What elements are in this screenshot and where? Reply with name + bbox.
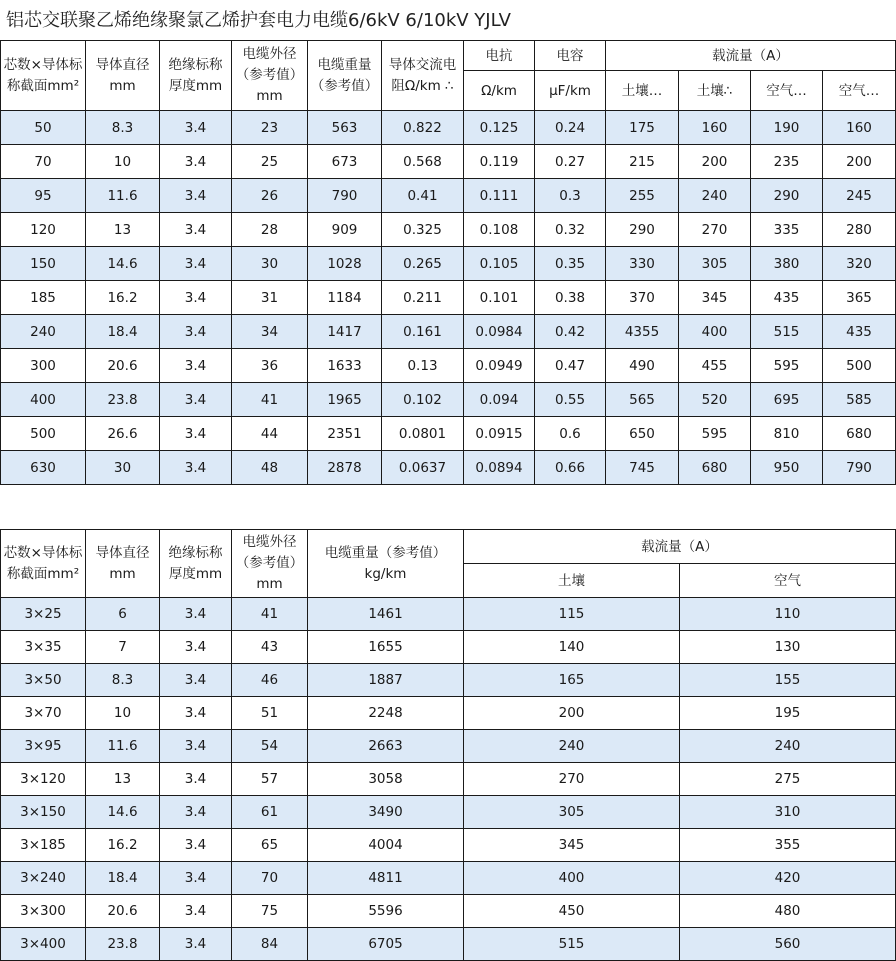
table-cell: 0.211 xyxy=(382,281,464,315)
table-gap xyxy=(0,485,896,529)
table-cell: 2351 xyxy=(308,417,382,451)
table-row xyxy=(1,730,896,763)
table-cell: 335 xyxy=(751,213,823,247)
header-conductor-diameter: 导体直径mm xyxy=(86,41,160,111)
table-cell: 680 xyxy=(679,451,751,485)
table-cell: 25 xyxy=(232,145,308,179)
table-body xyxy=(1,598,896,961)
table-cell: 300 xyxy=(1,349,86,383)
table-cell: 560 xyxy=(680,928,896,961)
table-cell: 0.102 xyxy=(382,383,464,417)
header-ampacity-air-1: 空气… xyxy=(751,71,823,111)
table-cell: 0.42 xyxy=(535,315,606,349)
table-cell: 3.4 xyxy=(160,631,232,664)
table-row xyxy=(1,213,896,247)
table-cell: 790 xyxy=(823,451,896,485)
table-cell: 3×400 xyxy=(1,928,86,961)
table-cell: 0.0637 xyxy=(382,451,464,485)
table-row xyxy=(1,383,896,417)
table-cell: 3058 xyxy=(308,763,464,796)
table-row xyxy=(1,664,896,697)
table-cell: 3×120 xyxy=(1,763,86,796)
table-cell: 435 xyxy=(751,281,823,315)
table-cell: 3×300 xyxy=(1,895,86,928)
cable-spec-table-three-core xyxy=(0,529,896,961)
header-outer-diameter: 电缆外径（参考值）mm xyxy=(232,41,308,111)
table-cell: 41 xyxy=(232,598,308,631)
table-row xyxy=(1,451,896,485)
table-cell: 10 xyxy=(86,697,160,730)
table-cell: 26.6 xyxy=(86,417,160,451)
table-cell: 3.4 xyxy=(160,730,232,763)
table-cell: 0.105 xyxy=(464,247,535,281)
table-row xyxy=(1,598,896,631)
table-cell: 3.4 xyxy=(160,598,232,631)
table-cell: 1655 xyxy=(308,631,464,664)
header-ampacity-soil-2: 土壤∴ xyxy=(679,71,751,111)
table-row xyxy=(1,928,896,961)
table-cell: 3.4 xyxy=(160,895,232,928)
table-cell: 0.0984 xyxy=(464,315,535,349)
table-cell: 0.111 xyxy=(464,179,535,213)
table-cell: 3×35 xyxy=(1,631,86,664)
table-cell: 2878 xyxy=(308,451,382,485)
table-cell: 31 xyxy=(232,281,308,315)
table-cell: 595 xyxy=(679,417,751,451)
table-cell: 310 xyxy=(680,796,896,829)
table-cell: 490 xyxy=(606,349,679,383)
table-cell: 10 xyxy=(86,145,160,179)
table-cell: 585 xyxy=(823,383,896,417)
table-cell: 3490 xyxy=(308,796,464,829)
table-cell: 165 xyxy=(464,664,680,697)
table-cell: 7 xyxy=(86,631,160,664)
table-cell: 200 xyxy=(823,145,896,179)
table-cell: 745 xyxy=(606,451,679,485)
table-cell: 16.2 xyxy=(86,281,160,315)
table-cell: 185 xyxy=(1,281,86,315)
table-cell: 18.4 xyxy=(86,862,160,895)
table-cell: 355 xyxy=(680,829,896,862)
table-cell: 4355 xyxy=(606,315,679,349)
table-cell: 0.38 xyxy=(535,281,606,315)
header-ampacity: 载流量（A） xyxy=(464,530,896,564)
header-section: 芯数×导体标称截面mm² xyxy=(1,41,86,111)
table-cell: 51 xyxy=(232,697,308,730)
header-insulation-thickness: 绝缘标称厚度mm xyxy=(160,41,232,111)
table-cell: 20.6 xyxy=(86,349,160,383)
table-row xyxy=(1,281,896,315)
table-cell: 0.0801 xyxy=(382,417,464,451)
table-cell: 3.4 xyxy=(160,179,232,213)
table-cell: 3.4 xyxy=(160,247,232,281)
table-cell: 20.6 xyxy=(86,895,160,928)
table-row xyxy=(1,862,896,895)
table-row xyxy=(1,697,896,730)
table-cell: 0.568 xyxy=(382,145,464,179)
header-ampacity-air: 空气 xyxy=(680,564,896,598)
table-row xyxy=(1,763,896,796)
header-cable-weight: 电缆重量（参考值） xyxy=(308,41,382,111)
table-cell: 140 xyxy=(464,631,680,664)
table-row xyxy=(1,315,896,349)
table-cell: 0.32 xyxy=(535,213,606,247)
table-cell: 0.101 xyxy=(464,281,535,315)
table-cell: 595 xyxy=(751,349,823,383)
table-cell: 43 xyxy=(232,631,308,664)
table-cell: 1461 xyxy=(308,598,464,631)
table-cell: 3×25 xyxy=(1,598,86,631)
table-cell: 70 xyxy=(232,862,308,895)
table-cell: 0.108 xyxy=(464,213,535,247)
table-cell: 235 xyxy=(751,145,823,179)
header-ac-resistance: 导体交流电阻Ω/km ∴ xyxy=(382,41,464,111)
table-cell: 2663 xyxy=(308,730,464,763)
table-cell: 320 xyxy=(823,247,896,281)
table-cell: 5596 xyxy=(308,895,464,928)
table-cell: 1417 xyxy=(308,315,382,349)
table-cell: 3×50 xyxy=(1,664,86,697)
table-row xyxy=(1,895,896,928)
table-cell: 195 xyxy=(680,697,896,730)
header-section: 芯数×导体标称截面mm² xyxy=(1,530,86,598)
table-cell: 160 xyxy=(823,111,896,145)
header-reactance-unit: Ω/km xyxy=(464,71,535,111)
table-cell: 54 xyxy=(232,730,308,763)
table-cell: 8.3 xyxy=(86,664,160,697)
page-title: 铝芯交联聚乙烯绝缘聚氯乙烯护套电力电缆6/6kV 6/10kV YJLV xyxy=(6,10,511,31)
table-cell: 3.4 xyxy=(160,383,232,417)
table-cell: 0.41 xyxy=(382,179,464,213)
table-cell: 3.4 xyxy=(160,213,232,247)
table-cell: 3.4 xyxy=(160,796,232,829)
table-cell: 515 xyxy=(464,928,680,961)
table-cell: 790 xyxy=(308,179,382,213)
table-cell: 30 xyxy=(86,451,160,485)
table-cell: 3×70 xyxy=(1,697,86,730)
table-row xyxy=(1,796,896,829)
table-cell: 3.4 xyxy=(160,664,232,697)
table-cell: 450 xyxy=(464,895,680,928)
table-cell: 215 xyxy=(606,145,679,179)
table-cell: 290 xyxy=(606,213,679,247)
table-cell: 1965 xyxy=(308,383,382,417)
table-cell: 120 xyxy=(1,213,86,247)
table-cell: 0.0949 xyxy=(464,349,535,383)
table-cell: 13 xyxy=(86,763,160,796)
table-cell: 14.6 xyxy=(86,796,160,829)
table-cell: 330 xyxy=(606,247,679,281)
table-cell: 1887 xyxy=(308,664,464,697)
table-cell: 155 xyxy=(680,664,896,697)
table-cell: 3.4 xyxy=(160,349,232,383)
table-cell: 34 xyxy=(232,315,308,349)
table-cell: 6 xyxy=(86,598,160,631)
table-cell: 380 xyxy=(751,247,823,281)
table-cell: 280 xyxy=(823,213,896,247)
table-cell: 270 xyxy=(464,763,680,796)
table-row xyxy=(1,349,896,383)
header-ampacity: 载流量（A） xyxy=(606,41,896,71)
header-ampacity-air-2: 空气… xyxy=(823,71,896,111)
table-cell: 400 xyxy=(464,862,680,895)
header-ampacity-soil-1: 土壤… xyxy=(606,71,679,111)
table-row xyxy=(1,247,896,281)
table-cell: 50 xyxy=(1,111,86,145)
table-cell: 345 xyxy=(679,281,751,315)
table-cell: 4004 xyxy=(308,829,464,862)
table-cell: 0.0894 xyxy=(464,451,535,485)
table-cell: 3×150 xyxy=(1,796,86,829)
table-cell: 3×95 xyxy=(1,730,86,763)
table-cell: 0.35 xyxy=(535,247,606,281)
table-row xyxy=(1,631,896,664)
table-cell: 95 xyxy=(1,179,86,213)
table-cell: 1028 xyxy=(308,247,382,281)
table-cell: 240 xyxy=(1,315,86,349)
table-cell: 3.4 xyxy=(160,315,232,349)
table-row xyxy=(1,179,896,213)
table-cell: 255 xyxy=(606,179,679,213)
table-cell: 13 xyxy=(86,213,160,247)
table-cell: 500 xyxy=(1,417,86,451)
table-cell: 290 xyxy=(751,179,823,213)
header-cable-weight: 电缆重量（参考值）kg/km xyxy=(308,530,464,598)
table-cell: 23 xyxy=(232,111,308,145)
header-ampacity-soil: 土壤 xyxy=(464,564,680,598)
table-cell: 0.55 xyxy=(535,383,606,417)
table-cell: 3.4 xyxy=(160,145,232,179)
table-cell: 563 xyxy=(308,111,382,145)
table-cell: 2248 xyxy=(308,697,464,730)
table-cell: 3.4 xyxy=(160,281,232,315)
table-cell: 0.119 xyxy=(464,145,535,179)
table-cell: 0.161 xyxy=(382,315,464,349)
table-cell: 345 xyxy=(464,829,680,862)
table-cell: 0.125 xyxy=(464,111,535,145)
table-cell: 0.66 xyxy=(535,451,606,485)
table-cell: 810 xyxy=(751,417,823,451)
table-cell: 115 xyxy=(464,598,680,631)
table-cell: 0.822 xyxy=(382,111,464,145)
header-capacitance: 电容 xyxy=(535,41,606,71)
table-cell: 3×185 xyxy=(1,829,86,862)
table-cell: 520 xyxy=(679,383,751,417)
table-cell: 11.6 xyxy=(86,730,160,763)
table-cell: 370 xyxy=(606,281,679,315)
table-cell: 909 xyxy=(308,213,382,247)
table-cell: 200 xyxy=(464,697,680,730)
cable-spec-table-single-core xyxy=(0,40,896,485)
table-cell: 18.4 xyxy=(86,315,160,349)
table-cell: 23.8 xyxy=(86,383,160,417)
table-cell: 1633 xyxy=(308,349,382,383)
table-cell: 190 xyxy=(751,111,823,145)
table-cell: 630 xyxy=(1,451,86,485)
table-cell: 75 xyxy=(232,895,308,928)
table-cell: 270 xyxy=(679,213,751,247)
table-cell: 130 xyxy=(680,631,896,664)
table-cell: 673 xyxy=(308,145,382,179)
table-cell: 400 xyxy=(1,383,86,417)
table-cell: 16.2 xyxy=(86,829,160,862)
table-cell: 28 xyxy=(232,213,308,247)
table-cell: 36 xyxy=(232,349,308,383)
table-cell: 175 xyxy=(606,111,679,145)
table-cell: 3.4 xyxy=(160,763,232,796)
table-cell: 400 xyxy=(679,315,751,349)
table-cell: 950 xyxy=(751,451,823,485)
table-cell: 65 xyxy=(232,829,308,862)
table-row xyxy=(1,829,896,862)
header-insulation-thickness: 绝缘标称厚度mm xyxy=(160,530,232,598)
table-cell: 46 xyxy=(232,664,308,697)
header-outer-diameter: 电缆外径（参考值）mm xyxy=(232,530,308,598)
table-row xyxy=(1,111,896,145)
table-cell: 305 xyxy=(464,796,680,829)
header-capacitance-unit: μF/km xyxy=(535,71,606,111)
table-cell: 4811 xyxy=(308,862,464,895)
table-cell: 0.265 xyxy=(382,247,464,281)
table-cell: 0.3 xyxy=(535,179,606,213)
table-cell: 695 xyxy=(751,383,823,417)
table-cell: 565 xyxy=(606,383,679,417)
table-cell: 3×240 xyxy=(1,862,86,895)
table-row xyxy=(1,145,896,179)
table-cell: 245 xyxy=(823,179,896,213)
table-cell: 0.094 xyxy=(464,383,535,417)
table-cell: 0.13 xyxy=(382,349,464,383)
table-cell: 0.24 xyxy=(535,111,606,145)
table-cell: 480 xyxy=(680,895,896,928)
table-cell: 11.6 xyxy=(86,179,160,213)
table-cell: 61 xyxy=(232,796,308,829)
table-cell: 3.4 xyxy=(160,928,232,961)
table-cell: 515 xyxy=(751,315,823,349)
table-cell: 3.4 xyxy=(160,111,232,145)
header-conductor-diameter: 导体直径mm xyxy=(86,530,160,598)
table-cell: 44 xyxy=(232,417,308,451)
table-cell: 3.4 xyxy=(160,697,232,730)
table-row xyxy=(1,417,896,451)
table-body xyxy=(1,111,896,485)
table-cell: 30 xyxy=(232,247,308,281)
table-cell: 3.4 xyxy=(160,829,232,862)
table-cell: 70 xyxy=(1,145,86,179)
table-cell: 455 xyxy=(679,349,751,383)
table-cell: 240 xyxy=(679,179,751,213)
table-cell: 14.6 xyxy=(86,247,160,281)
table-cell: 420 xyxy=(680,862,896,895)
table-cell: 41 xyxy=(232,383,308,417)
table-cell: 3.4 xyxy=(160,451,232,485)
table-cell: 23.8 xyxy=(86,928,160,961)
table-cell: 0.47 xyxy=(535,349,606,383)
table-cell: 305 xyxy=(679,247,751,281)
table-cell: 275 xyxy=(680,763,896,796)
table-cell: 0.27 xyxy=(535,145,606,179)
table-cell: 57 xyxy=(232,763,308,796)
table-cell: 1184 xyxy=(308,281,382,315)
table-cell: 365 xyxy=(823,281,896,315)
table-cell: 160 xyxy=(679,111,751,145)
table-cell: 3.4 xyxy=(160,417,232,451)
table-cell: 500 xyxy=(823,349,896,383)
table-cell: 435 xyxy=(823,315,896,349)
table-cell: 0.325 xyxy=(382,213,464,247)
table-cell: 110 xyxy=(680,598,896,631)
table-cell: 26 xyxy=(232,179,308,213)
table-cell: 0.0915 xyxy=(464,417,535,451)
table-cell: 150 xyxy=(1,247,86,281)
table-cell: 48 xyxy=(232,451,308,485)
table-cell: 6705 xyxy=(308,928,464,961)
header-reactance: 电抗 xyxy=(464,41,535,71)
table-cell: 0.6 xyxy=(535,417,606,451)
table-cell: 240 xyxy=(464,730,680,763)
table-cell: 84 xyxy=(232,928,308,961)
table-cell: 8.3 xyxy=(86,111,160,145)
table-cell: 680 xyxy=(823,417,896,451)
table-cell: 200 xyxy=(679,145,751,179)
table-cell: 3.4 xyxy=(160,862,232,895)
table-cell: 240 xyxy=(680,730,896,763)
table-cell: 650 xyxy=(606,417,679,451)
